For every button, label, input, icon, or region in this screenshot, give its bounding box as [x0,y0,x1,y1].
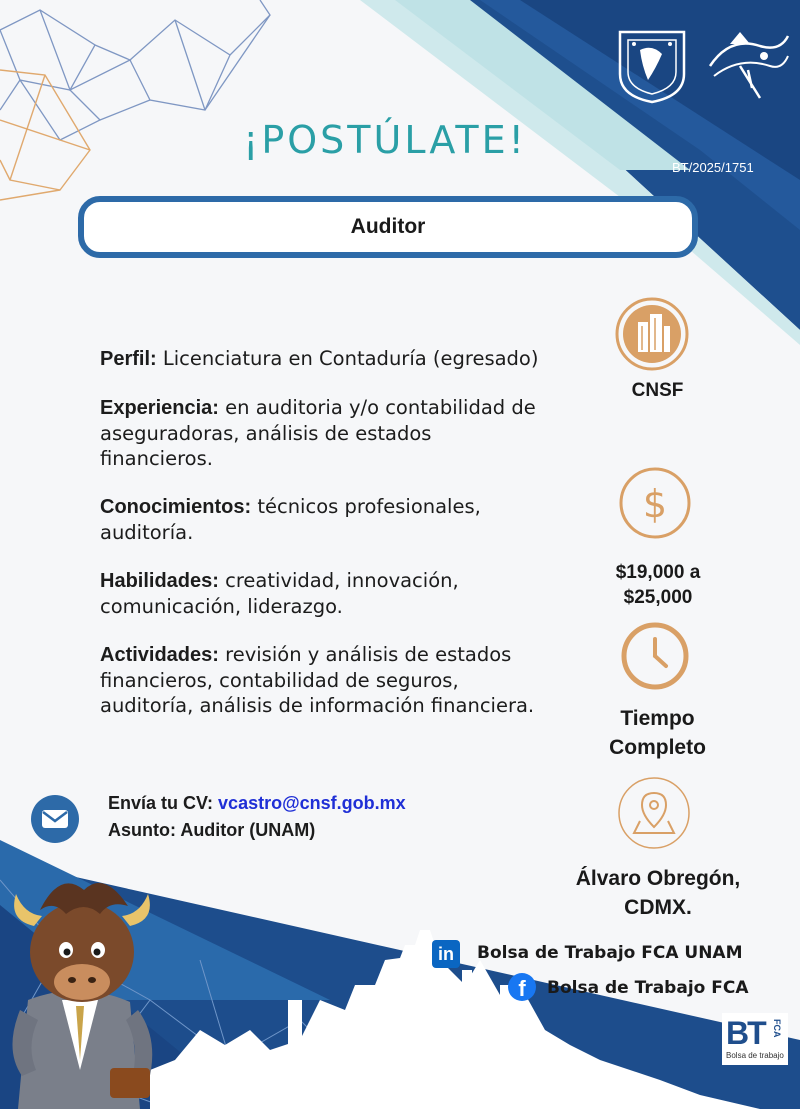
salary-line: $25,000 [623,587,693,608]
detail-text: Licenciatura en Contaduría (egresado) [162,347,539,370]
detail-experience [100,395,550,471]
fca-crest-icon [700,26,792,106]
logo-side: FCA [772,1019,782,1038]
detail-text: revisión y análisis de estados financieros, contabilidad de seguros, auditoría, análisis de información financiera. [100,643,535,717]
facebook-link[interactable]: Bolsa de Trabajo FCA [547,978,749,998]
detail-label: Actividades: [100,644,219,666]
detail-label: Habilidades: [100,570,219,592]
detail-text: creatividad, innovación, comunicación, liderazgo. [100,569,459,618]
bison-mascot [0,870,165,1109]
salary-line: $19,000 a [615,562,701,583]
location-line: Álvaro Obregón, [575,867,741,890]
page-title: ¡POSTÚLATE! [243,118,527,162]
schedule [585,704,730,762]
detail-knowledge [100,494,550,545]
schedule-line: Tiempo [620,707,695,730]
detail-text: en auditoria y/o contabilidad de aseguradoras, análisis de estados financieros. [100,396,536,470]
logo-caption: Bolsa de trabajo [726,1051,784,1060]
detail-activities [100,642,550,718]
detail-label: Experiencia: [100,397,219,419]
facebook-icon[interactable]: f [508,973,536,1001]
job-details [100,346,550,741]
dollar-icon [618,466,692,540]
schedule-line: Completo [609,736,706,759]
building-icon [614,296,690,372]
logo-mark: BT [726,1015,765,1051]
cv-line [108,790,406,817]
contact-info [108,790,406,844]
detail-text: técnicos profesionales, auditoría. [100,495,481,544]
bt-fca-logo [722,1013,788,1065]
mail-icon [30,794,80,844]
company-name: CNSF [631,380,684,401]
svg-text:$: $ [642,482,668,526]
detail-profile [100,346,550,372]
linkedin-icon[interactable]: in [432,940,460,968]
clock-icon [620,621,690,691]
location-line: CDMX. [624,896,692,919]
location [548,864,768,922]
reference-code: BT/2025/1751 [672,160,754,175]
email-subject: Asunto: Auditor (UNAM) [108,820,316,840]
detail-label: Conocimientos: [100,496,252,518]
salary-range [588,560,728,610]
detail-skills [100,568,550,619]
unam-crest-icon [612,26,692,106]
position-title: Auditor [350,215,426,238]
email-link[interactable]: vcastro@cnsf.gob.mx [218,793,406,813]
linkedin-link[interactable]: Bolsa de Trabajo FCA UNAM [477,943,743,963]
detail-label: Perfil: [100,348,157,370]
cv-label: Envía tu CV: [108,793,214,813]
position-box [78,196,698,258]
location-pin-icon [616,775,692,851]
